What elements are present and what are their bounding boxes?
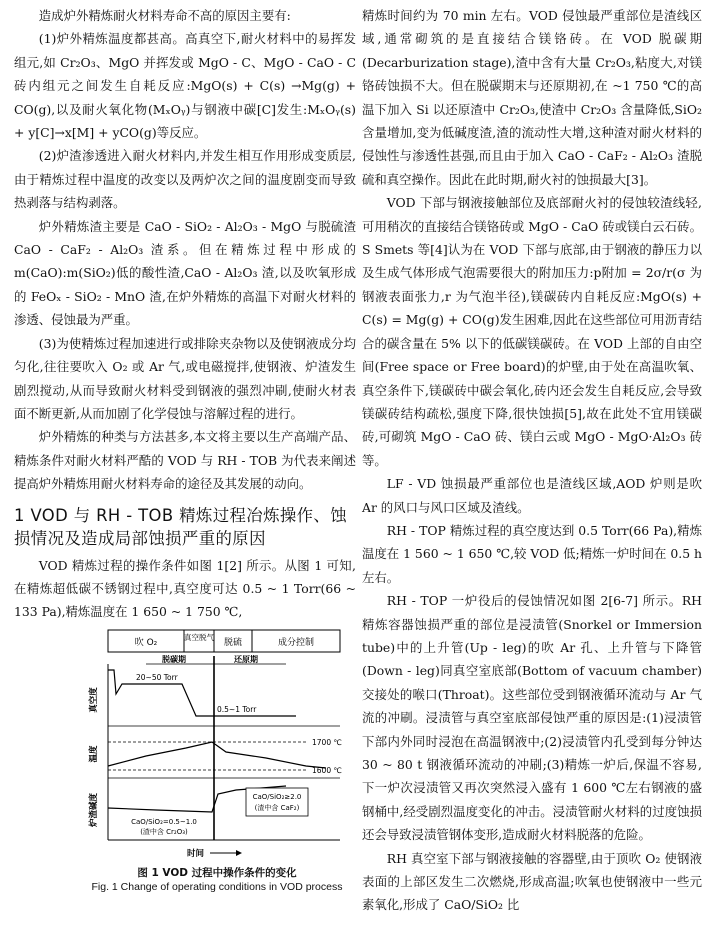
- y-axis-label: 温度: [89, 745, 99, 763]
- phase-label: 脱碳期: [162, 654, 186, 664]
- paragraph: 精炼时间约为 70 min 左右。VOD 侵蚀最严重部位是渣线区域,通常砌筑的是直接结合镁铬砖。在 VOD 脱碳期(Decarburization stage),渣中含有大量 Cr₂O₃,粘度大,对镁铬砖蚀损不大。但在脱碳期末与还原期初,在 ~1 750 ℃的高温下加入 Si 以还原渣中 Cr₂O₃,使渣中 Cr₂O₃ 含量降低,SiO₂ 含量增加,变为低碱度渣,渣的流动性大增,这种渣对耐火材料的侵蚀性与渗透性甚强,而且由于加入 CaO - CaF₂ - Al₂O₃ 渣脱硫和真空操作。因此在此时期,耐火衬的蚀损最大[3]。: [362, 8, 702, 187]
- annotation: (渣中含 CaF₂): [254, 803, 300, 812]
- paragraph: 炉外精炼渣主要是 CaO - SiO₂ - Al₂O₃ - MgO 与脱硫渣 CaO - CaF₂ - Al₂O₃ 渣系。但在精炼过程中形成的 m(CaO):m(SiO₂)低的酸性渣,CaO - Al₂O₃ 渣,以及吹氧形成的 FeOₓ - SiO₂ - MnO 渣,在炉外精炼的高温下对耐火材料的渗透、侵蚀最为严重。: [14, 218, 356, 328]
- annotation: 0.5~1 Torr: [217, 704, 257, 714]
- vod-conditions-diagram: [86, 628, 348, 864]
- stage-label: 脱硫: [223, 637, 243, 648]
- paragraph: 炉外精炼的种类与方法甚多,本文将主要以生产高端产品、精炼条件对耐火材料严酷的 VOD 与 RH - TOB 为代表来阐述提高炉外精炼用耐火材料寿命的途径及其发展的动向。: [14, 429, 356, 492]
- annotation: 20~50 Torr: [136, 672, 178, 682]
- annotation: CaO/SiO₂≥2.0: [252, 792, 302, 801]
- figure-1: [86, 628, 348, 898]
- paragraph: (3)为使精炼过程加速进行或排除夹杂物以及使钢液成分均匀化,往往要吹入 O₂ 或 Ar 气,或电磁搅拌,使钢液、炉渣发生剧烈搅动,从而导致耐火材料受到钢液的强烈冲刷,使耐火材表面不断更新,从而加剧了化学侵蚀与溶解过程的进行。: [14, 335, 356, 421]
- stage-label: 吹 O₂: [134, 637, 158, 648]
- figure-caption-en: Fig. 1 Change of operating conditions in VOD process: [91, 880, 343, 893]
- right-column: [362, 4, 702, 917]
- paragraph: (1)炉外精炼温度都甚高。高真空下,耐火材料中的易挥发组元,如 Cr₂O₃、MgO 并挥发或 MgO - C、MgO - CaO - C 砖内组元之间发生自耗反应:MgO(s) + C(s) →Mg(g) + CO(g),以及耐火氧化物(MₓOᵧ)与钢液中碳[C]发生:MₓOᵧ(s) + y[C]→x[M] + yCO(g)等反应。: [14, 31, 356, 141]
- paragraph: RH 真空室下部与钢液接触的容器壁,由于顶吹 O₂ 使钢液表面的上部区发生二次燃烧,形成高温;吹氧也使钢液中一些元素氧化,形成了 CaO/SiO₂ 比: [362, 850, 702, 913]
- stage-label: 成分控制: [277, 637, 315, 648]
- annotation: (渣中含 Cr₂O₃): [140, 827, 188, 836]
- stage-label: 真空脱气: [184, 632, 214, 642]
- paragraph: LF - VD 蚀损最严重部位也是渣线区域,AOD 炉则是吹 Ar 的风口与风口区域及渣线。: [362, 476, 702, 515]
- left-column: [14, 4, 356, 898]
- paragraph: VOD 精炼过程的操作条件如图 1[2] 所示。从图 1 可知,在精炼超低碳不锈钢过程中,真空度可达 0.5 ~ 1 Torr(66 ~ 133 Pa),精炼温度在 1 650 ~ 1 750 ℃,: [14, 557, 356, 620]
- annotation: CaO/SiO₂=0.5~1.0: [131, 817, 197, 826]
- paragraph: VOD 下部与钢液接触部位及底部耐火衬的侵蚀较渣线轻,可用稍次的直接结合镁铬砖或 MgO - CaO 砖或镁白云石砖。S Smets 等[4]认为在 VOD 下部与底部,由于钢液的静压力以及生成气体形成气泡需要很大的附加压力:p附加 = 2σ/r(σ 为钢液表面张力,r 为气泡半径),镁碳砖内自耗反应:MgO(s) + C(s) = Mg(g) + CO(g)发生困难,因此在这些部位可用沥青结合的碳含量在 5% 以下的低碳镁碳砖。在 VOD 上部的自由空间(Free space or Free board)的炉壁,由于处在高温吹氧、真空条件下,镁碳砖中碳会氧化,砖内还会发生自耗反应,会导致镁碳砖结构疏松,强度下降,很快蚀损[5],故在此处不宜用镁碳砖,可砌筑 MgO - CaO 砖、镁白云或 MgO - MgO·Al₂O₃ 砖等。: [362, 195, 702, 468]
- paragraph: RH - TOP 一炉役后的侵蚀情况如图 2[6-7] 所示。RH 精炼容器蚀损严重的部位是浸渍管(Snorkel or Immersion tube)中的上升管(Up - leg)的吹 Ar 孔、上升管与下降管(Down - leg)同真空室底部(Bottom of vacuum chamber)交接处的喉口(Throat)。这些部位受到钢液循环流动与 Ar 气流的冲刷。浸渍管与真空室底部侵蚀严重的原因是:(1)浸渍管下部内外同时浸泡在高温钢液中;(2)浸渍管内孔受到每分钟达 30 ~ 80 t 钢液循环流动的冲刷;(3)精炼一炉后,保温不容易,下一炉次浸渍管又再次突然浸入盛有 1 600 ℃左右钢液的盛钢桶中,经受剧烈温度变化的冲击。浸渍管耐火材料的过度蚀损还会导致浸渍管钢体变形,造成耐火材料脱落的危险。: [362, 593, 702, 843]
- temperature-curve: [108, 742, 326, 768]
- paragraph: 造成炉外精炼耐火材料寿命不高的原因主要有:: [38, 8, 291, 23]
- annotation: 1600 ℃: [312, 765, 342, 775]
- section-heading: 1 VOD 与 RH - TOB 精炼过程冶炼操作、蚀损情况及造成局部蚀损严重的原因: [14, 505, 348, 548]
- y-axis-label: 真空度: [89, 686, 99, 713]
- paragraph: RH - TOP 精炼过程的真空度达到 0.5 Torr(66 Pa),精炼温度在 1 560 ~ 1 650 ℃,较 VOD 低;精炼一炉时间在 0.5 h 左右。: [362, 522, 703, 585]
- figure-caption-cn: 图 1 VOD 过程中操作条件的变化: [137, 866, 297, 879]
- y-axis-label: 炉渣碱度: [89, 792, 99, 827]
- paragraph: (2)炉渣渗透进入耐火材料内,并发生相互作用形成变质层,由于精炼过程中温度的改变以及两炉次之间的温度剧变而导致热剥落与结构剥落。: [14, 148, 356, 211]
- x-axis-label: 时间: [186, 848, 204, 859]
- phase-label: 还原期: [234, 654, 258, 664]
- annotation: 1700 ℃: [312, 737, 342, 747]
